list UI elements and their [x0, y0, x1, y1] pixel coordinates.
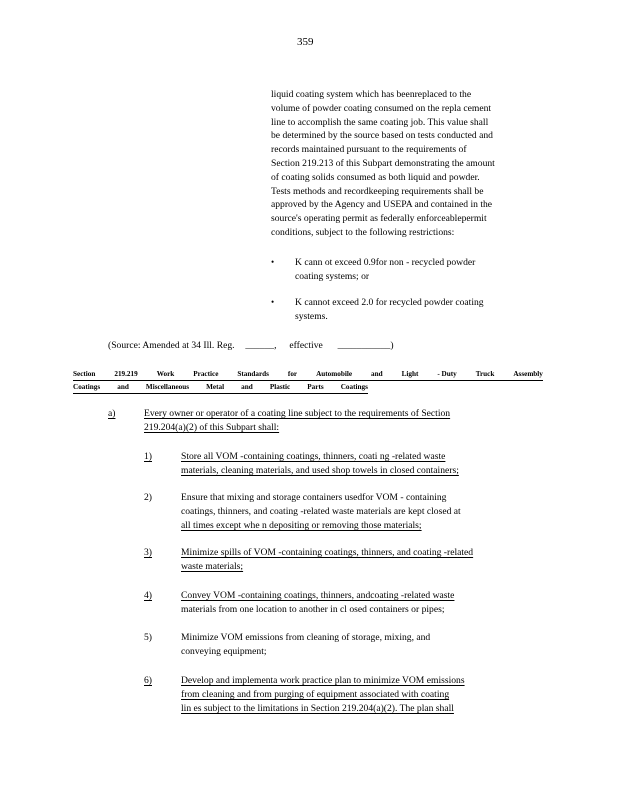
heading-word: Miscellaneous [145, 383, 190, 391]
item-label: 5) [144, 632, 152, 643]
item-line: Minimize spills of VOM -containing coatings, thinners, and coating -related [181, 547, 474, 558]
intro-line: volume of powder coating consumed on the repla cement [271, 102, 492, 114]
source-blank-2: ___________) [337, 340, 394, 351]
heading-word: Light [401, 370, 419, 378]
bullet-marker: • [271, 257, 275, 267]
intro-line: Tests methods and recordkeeping requirements shall be [271, 185, 484, 197]
source-effective: effective [289, 340, 323, 351]
item-line: Ensure that mixing and storage containers usedfor VOM - containing [181, 492, 447, 503]
heading-word: Truck [475, 370, 495, 378]
heading-word: Metal [206, 383, 225, 391]
heading-word: and [371, 370, 383, 378]
item-label: 6) [144, 675, 152, 686]
item-label: 3) [144, 547, 152, 558]
bullet-marker: • [271, 297, 275, 307]
item-label: 2) [144, 492, 152, 503]
bullet-line: coating systems; or [295, 270, 370, 282]
intro-line: line to accomplish the same coating job. This value shall [271, 116, 489, 128]
item-text [181, 546, 473, 574]
page-number: 359 [297, 36, 314, 48]
item-text [181, 631, 430, 659]
heading-word: for [287, 370, 298, 378]
item-line: materials from one location to another in cl osed containers or pipes; [181, 603, 445, 615]
section-heading-line-1 [73, 368, 543, 381]
intro-line: records maintained pursuant to the requirements of [271, 144, 467, 156]
intro-line: liquid coating system which has beenreplaced to the [271, 89, 472, 100]
item-line: Convey VOM -containing coatings, thinners, andcoating -related waste [181, 590, 455, 601]
heading-word: and [241, 383, 253, 391]
heading-word: and [117, 383, 129, 391]
heading-word: Work [156, 370, 175, 378]
subsection-text [144, 407, 450, 435]
item-label [144, 589, 152, 603]
source-blank-1: ______, [245, 340, 277, 351]
intro-line: Section 219.213 of this Subpart demonstrating the amount [271, 157, 495, 169]
source-note [108, 339, 394, 353]
bullet-line: systems. [295, 310, 328, 322]
subsection-label: a) [108, 408, 116, 419]
item-text [181, 450, 459, 478]
heading-word: Plastic [269, 383, 291, 391]
intro-line: approved by the Agency and USEPA and contained in the [271, 199, 493, 211]
item-line: Minimize VOM emissions from cleaning of storage, mixing, and [181, 632, 431, 643]
item-label-text: 4) [144, 590, 152, 601]
item-line: conveying equipment; [181, 645, 267, 657]
item-text [181, 491, 461, 532]
heading-word: Standards [237, 370, 269, 378]
intro-line: of coating solids consumed as both liquid and powder. [271, 171, 480, 183]
heading-word: Practice [193, 370, 219, 378]
item-line: from cleaning and from purging of equipment associated with coating [181, 688, 450, 700]
heading-word: 219.219 [114, 370, 138, 378]
section-heading-line-2 [73, 381, 368, 394]
item-line: Store all VOM -containing coatings, thinners, coati ng -related waste [181, 451, 446, 462]
bullet-line: K cann ot exceed 0.9for non - recycled powder [295, 257, 476, 268]
heading-word: Section [73, 370, 96, 378]
subsection-line: Every owner or operator of a coating line subject to the requirements of Section [144, 408, 451, 419]
intro-line: be determined by the source based on tests conducted and [271, 130, 493, 142]
item-line: waste materials; [181, 560, 244, 572]
item-line: Develop and implementa work practice plan to minimize VOM emissions [181, 675, 465, 686]
intro-line: source's operating permit as federally enforceablepermit [271, 213, 487, 225]
item-line: all times except whe n depositing or removing those materials; [181, 519, 422, 531]
intro-paragraph [271, 88, 551, 240]
item-text [181, 674, 465, 715]
item-line: lin es subject to the limitations in Section 219.204(a)(2). The plan shall [181, 702, 454, 714]
heading-word: Coatings [340, 383, 368, 391]
heading-word: Assembly [513, 370, 543, 378]
heading-word: Automobile [316, 370, 353, 378]
bullet-item [295, 296, 484, 324]
item-line: materials, cleaning materials, and used shop towels in closed containers; [181, 464, 459, 476]
source-prefix: (Source: Amended at 34 Ill. Reg. [108, 340, 235, 351]
heading-word: Coatings [73, 383, 101, 391]
heading-word: - Duty [437, 370, 457, 378]
intro-line: conditions, subject to the following restrictions: [271, 226, 455, 238]
bullet-item [295, 256, 475, 284]
item-line: coatings, thinners, and coating -related waste materials are kept closed at [181, 505, 461, 517]
subsection-line: 219.204(a)(2) of this Subpart shall: [144, 421, 280, 433]
bullet-line: K cannot exceed 2.0 for recycled powder coating [295, 297, 484, 308]
heading-word: Parts [307, 383, 324, 391]
item-label: 1) [144, 451, 152, 462]
item-text [181, 589, 454, 617]
